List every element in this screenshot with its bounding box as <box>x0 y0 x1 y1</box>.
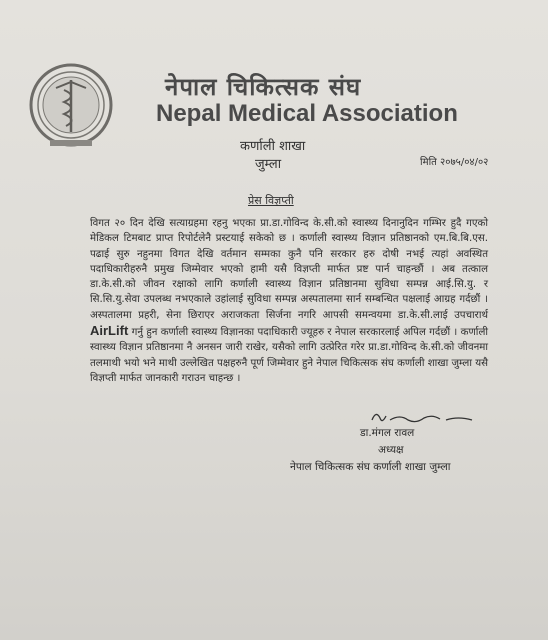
branch-name: कर्णाली शाखा <box>240 139 306 154</box>
body-text-part1: विगत २० दिन देखि सत्याग्रहमा रहनु भएका प्रा.डा.गोविन्द के.सी.को स्वास्थ्य दिनानुदिन गम्भिर हुदै गएको मेडिकल टिमबाट प्राप्त रिपोर्टलेनै प्रस्टयाई सकेको छ । कर्णाली स्वास्थ्य विज्ञान प्रतिष्ठानको एम.बि.बि.एस. पढाई सुरु नहुनमा विगत देखि वर्तमान सम्मका कुनै पनि सरकार हरु दोषी नभई त्यहां अवस्थित पदाधिकारीहरुनै प्रमुख जिम्मेवार भएको हामी यसै विज्ञप्ती मार्फत प्रष्ट पार्न चाहन्छौं । अब तत्काल डा.के.सी.को जीवन रक्षाको लागि कर्णाली स्वास्थ्य विज्ञान प्रतिष्ठानमा सुविधा सम्पन्न आई.सि.यु. र सि.सि.यु.सेवा उपलब्ध नभएकाले उहांलाई सुविधा सम्पन्न अस्पतालमा सार्न सम्बन्धित पक्षलाई आग्रह गर्दछौं । अस्पतालमा प्रहरी, सेना छिराएर अराजकता सिर्जना नगरि आपसी समन्वयमा डा.के.सी.लाई उपचारार्थ <box>90 218 488 321</box>
org-name-english: Nepal Medical Association <box>156 100 458 127</box>
press-release-body <box>90 216 488 386</box>
nma-emblem-logo <box>26 60 116 150</box>
org-name-nepali: नेपाल चिकित्सक संघ <box>165 73 362 101</box>
press-release-heading: प्रेस विज्ञप्ती <box>248 194 294 207</box>
signatory-organization: नेपाल चिकित्सक संघ कर्णाली शाखा जुम्ला <box>290 461 451 473</box>
signatory-name: डा.मंगल रावल <box>360 427 415 439</box>
handwritten-signature <box>368 408 478 428</box>
city-name: जुम्ला <box>255 157 282 172</box>
body-text-part2: गर्नु हुन कर्णाली स्वास्थ्य विज्ञानका पदाधिकारी ज्यूहरु र नेपाल सरकारलाई अपिल गर्दछौं । कर्णाली स्वास्थ्य विज्ञान प्रतिष्ठानमा नै अनसन जारी राखेर, यसैको लागि उत्प्रेरित गरेर प्रा.डा.गोविन्द के.सी.को जीवनमा तलमाथी भयो भने माथी उल्लेखित पक्षहरुनै पूर्ण जिम्मेवार हुने नेपाल चिकित्सक संघ कर्णाली शाखा जुम्ला यसै विज्ञप्ती मार्फत जानकारी गराउन चाहन्छ । <box>90 327 488 384</box>
airlift-text: AirLift <box>90 323 129 339</box>
letter-date: मिति २०७५/०४/०२ <box>420 157 489 168</box>
signatory-title: अध्यक्ष <box>378 444 404 456</box>
